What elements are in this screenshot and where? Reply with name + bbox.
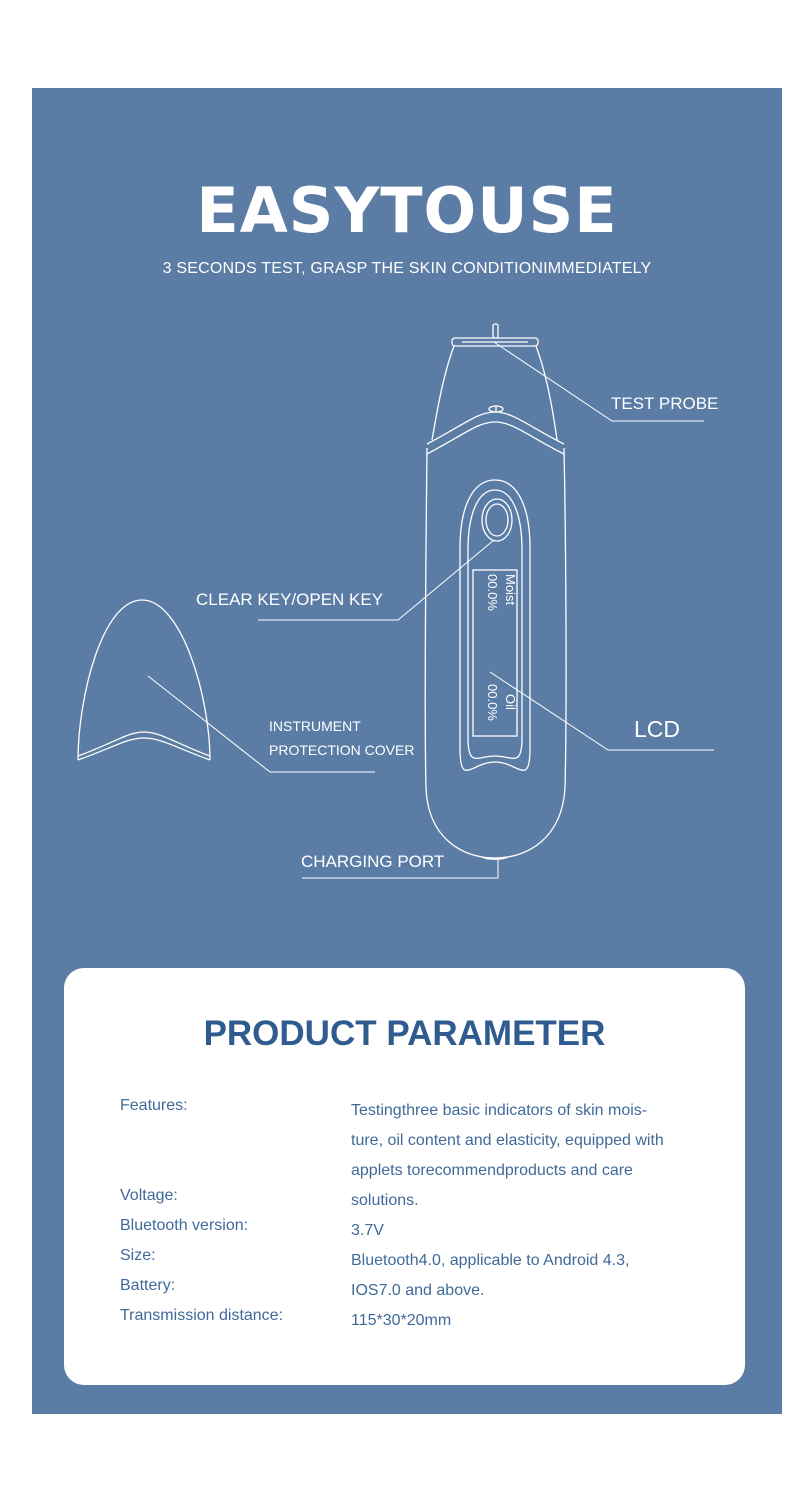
screen-moist-label: Moist [503,574,518,606]
screen-oil-value: 00.0% [485,684,500,721]
param-value-line: solutions. [351,1192,419,1209]
hero-panel [32,88,782,1414]
label-lcd: LCD [634,716,681,742]
label-test-probe: TEST PROBE [611,394,719,413]
param-key: Bluetooth version: [120,1217,249,1234]
parameter-card [64,968,745,1385]
param-value-line: 115*30*20mm [351,1312,452,1329]
label-cover-line2: PROTECTION COVER [269,742,415,758]
param-key: Size: [120,1247,156,1264]
device-body [425,448,566,859]
screen-oil-label: Oil [503,694,518,710]
param-key: Battery: [120,1277,176,1294]
param-value-line: Bluetooth4.0, applicable to Android 4.3, [351,1252,630,1269]
param-value-line: applets torecommendproducts and care [351,1162,633,1179]
screen-moist-value: 00.0% [485,574,500,611]
param-value-line: IOS7.0 and above. [351,1282,485,1299]
param-key: Transmission distance: [120,1307,284,1324]
protection-cover-icon [78,600,210,760]
leader-lines [148,342,714,878]
parameter-keys [120,1096,283,1336]
parameter-title: PRODUCT PARAMETER [203,1014,606,1053]
param-key: Voltage: [120,1187,178,1204]
device-head [427,346,564,454]
label-cover-line1: INSTRUMENT [269,718,361,734]
page-title: EASYTOUSE [196,174,618,247]
page-subtitle: 3 SECONDS TEST, GRASP THE SKIN CONDITIONIMMEDIATELY [162,260,652,277]
label-charging-port: CHARGING PORT [301,852,445,871]
label-clear-key: CLEAR KEY/OPEN KEY [196,590,384,609]
param-key: Features: [120,1097,188,1114]
param-value-line: ture, oil content and elasticity, equipped with [351,1132,664,1149]
parameter-values [351,1096,721,1336]
device-diagram [32,88,782,958]
param-value-line: 3.7V [351,1222,384,1239]
param-value-line: Testingthree basic indicators of skin mois- [351,1102,648,1119]
